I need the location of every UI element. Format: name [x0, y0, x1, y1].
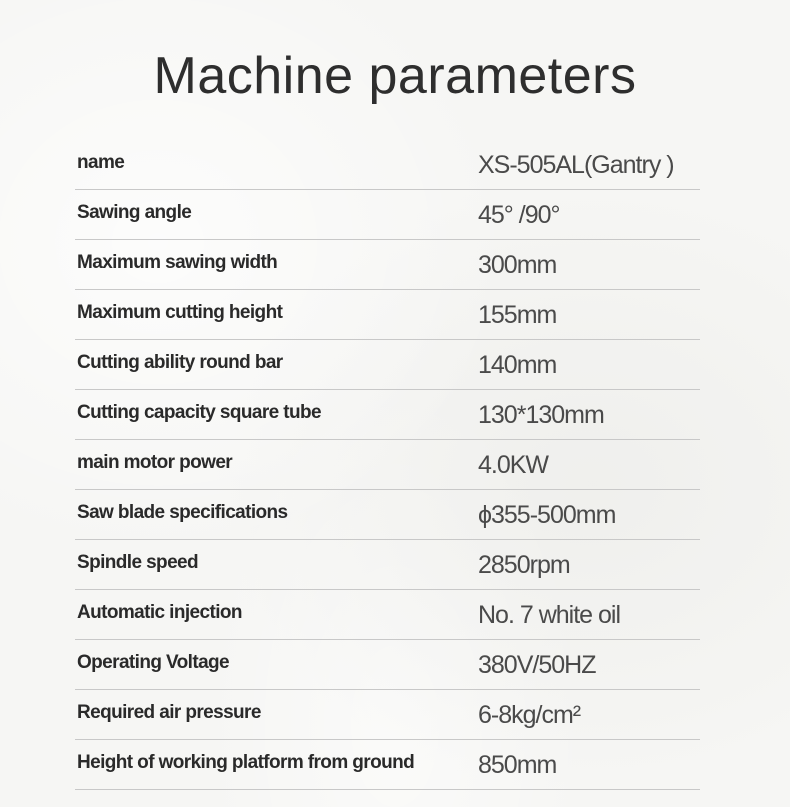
parameter-label: Height of working platform from ground — [77, 752, 415, 773]
parameter-label: Operating Voltage — [77, 652, 230, 673]
parameter-value: 6-8kg/cm² — [478, 701, 581, 729]
table-row — [75, 740, 700, 790]
parameter-value: No. 7 white oil — [478, 601, 621, 629]
parameter-label: Sawing angle — [77, 202, 192, 223]
table-row — [75, 540, 700, 590]
table-row — [75, 390, 700, 440]
table-row — [75, 240, 700, 290]
parameters-table — [75, 140, 700, 790]
parameter-value: ϕ355-500mm — [478, 501, 616, 529]
parameter-value: 130*130mm — [478, 401, 604, 429]
parameter-value: 4.0KW — [478, 451, 549, 479]
parameter-label: Maximum sawing width — [77, 252, 278, 273]
table-row — [75, 190, 700, 240]
parameter-label: Cutting capacity square tube — [77, 402, 321, 423]
parameter-value: 300mm — [478, 251, 557, 279]
table-row — [75, 340, 700, 390]
table-row — [75, 490, 700, 540]
parameter-value: 2850rpm — [478, 551, 570, 579]
parameter-label: Maximum cutting height — [77, 302, 283, 323]
parameter-value: 45° /90° — [478, 201, 560, 229]
table-row — [75, 640, 700, 690]
table-row — [75, 690, 700, 740]
parameter-label: Cutting ability round bar — [77, 352, 283, 373]
table-row — [75, 590, 700, 640]
parameter-value: 140mm — [478, 351, 557, 379]
parameter-label: Automatic injection — [77, 602, 242, 623]
parameter-value: 380V/50HZ — [478, 651, 596, 679]
parameter-label: name — [77, 152, 125, 173]
table-row — [75, 140, 700, 190]
parameter-label: main motor power — [77, 452, 233, 473]
parameter-label: Saw blade specifications — [77, 502, 288, 523]
page-title: Machine parameters — [153, 47, 637, 105]
table-row — [75, 290, 700, 340]
parameter-value: 850mm — [478, 751, 557, 779]
parameter-label: Required air pressure — [77, 702, 261, 723]
parameter-value: XS-505AL(Gantry ) — [478, 151, 674, 179]
parameter-label: Spindle speed — [77, 552, 199, 573]
parameter-value: 155mm — [478, 301, 557, 329]
table-row — [75, 440, 700, 490]
